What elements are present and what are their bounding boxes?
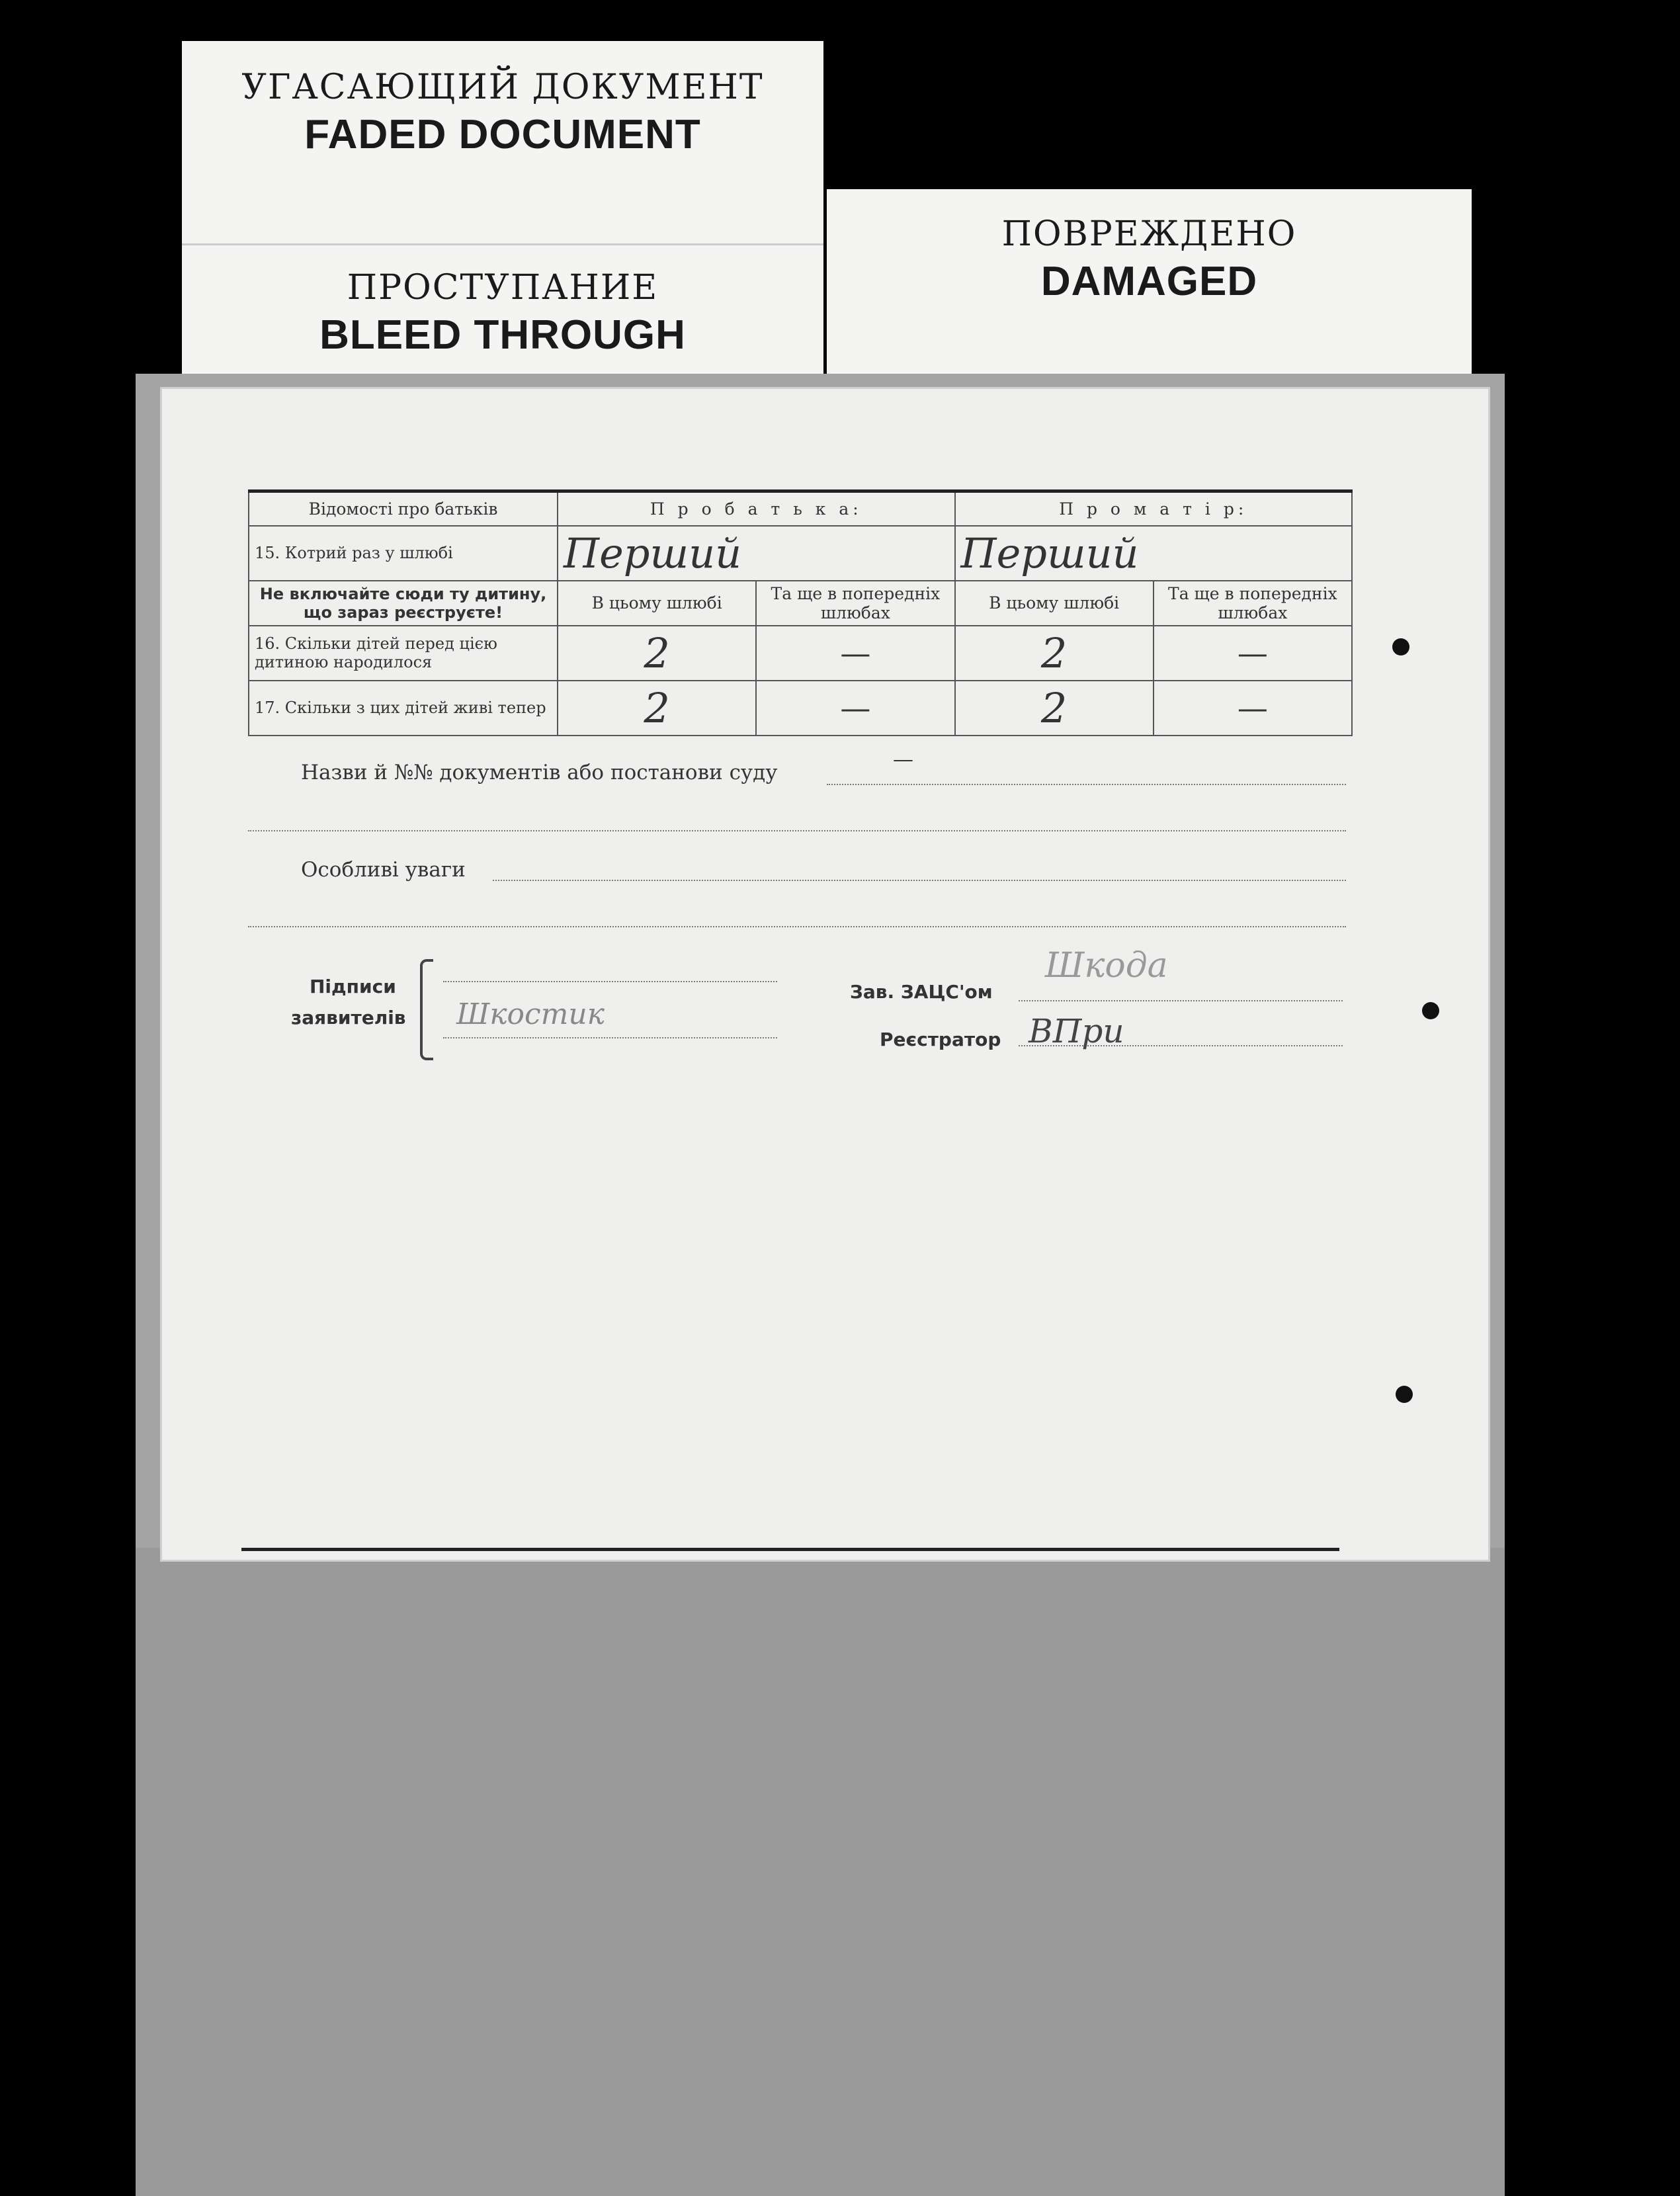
row16-label: 16. Скільки дітей перед цією дитиною народилося (249, 626, 558, 681)
bleed-through-card (182, 243, 823, 381)
binding-hole-2 (1422, 1002, 1439, 1019)
header-mother: П р о м а т і р: (955, 491, 1353, 526)
applicant-line-1 (443, 981, 777, 982)
row15-label: 15. Котрий раз у шлюбі (249, 526, 558, 581)
backing-board-lower (136, 1548, 1505, 2196)
binding-hole-3 (1396, 1386, 1413, 1403)
bottom-rule (241, 1548, 1339, 1551)
damaged-label-en: DAMAGED (1040, 259, 1258, 304)
faded-label-en: FADED DOCUMENT (304, 112, 701, 157)
head-signature: Шкода (1045, 946, 1168, 986)
row17-father-current: 2 (558, 681, 756, 736)
row16-mother-current: 2 (955, 626, 1154, 681)
damaged-card (827, 189, 1472, 381)
row16-father-previous: — (756, 626, 954, 681)
applicant-line-2 (443, 1037, 777, 1038)
row17-father-previous: — (756, 681, 954, 736)
row16-father-current: 2 (558, 626, 756, 681)
documents-line-2 (248, 830, 1346, 831)
applicants-bracket (420, 959, 433, 1060)
head-label: Зав. ЗАЦС'ом (850, 981, 993, 1003)
row17-label: 17. Скільки з цих дітей живі тепер (249, 681, 558, 736)
row17-mother-previous: — (1154, 681, 1352, 736)
parents-table (248, 489, 1353, 736)
applicant-signature: Шкостик (456, 997, 605, 1031)
header-father: П р о б а т ь к а: (558, 491, 954, 526)
documents-line (827, 784, 1346, 785)
parents-info-form (248, 489, 1353, 736)
faded-label-ru: УГАСАЮЩИЙ ДОКУМЕНТ (241, 67, 764, 107)
registrar-label: Реєстратор (880, 1029, 1001, 1050)
registrar-signature: ВПри (1029, 1012, 1124, 1050)
notes-line (493, 880, 1346, 881)
exclusion-note: Не включайте сюди ту дитину, що зараз реєструєте! (249, 581, 558, 626)
head-line (1019, 1000, 1343, 1001)
bleed-label-en: BLEED THROUGH (319, 312, 686, 358)
row16-mother-previous: — (1154, 626, 1352, 681)
header-col1: Відомості про батьків (249, 491, 558, 526)
applicants-label-1: Підписи (310, 976, 396, 997)
binding-hole-1 (1392, 638, 1409, 655)
notes-line-2 (248, 926, 1346, 927)
sub-father-previous: Та ще в попередніх шлюбах (756, 581, 954, 626)
row17-mother-current: 2 (955, 681, 1154, 736)
row15-mother: Перший (955, 526, 1353, 581)
faded-document-card (182, 41, 823, 259)
applicants-label-2: заявителів (291, 1007, 406, 1029)
sub-father-current: В цьому шлюбі (558, 581, 756, 626)
sub-mother-current: В цьому шлюбі (955, 581, 1154, 626)
documents-label: Назви й №№ документів або постанови суду (301, 761, 778, 784)
bleed-label-ru: ПРОСТУПАНИЕ (347, 268, 659, 308)
documents-value: — (893, 747, 913, 771)
damaged-label-ru: ПОВРЕЖДЕНО (1001, 214, 1297, 254)
row15-father: Перший (558, 526, 954, 581)
sub-mother-previous: Та ще в попередніх шлюбах (1154, 581, 1352, 626)
notes-label: Особливі уваги (301, 858, 466, 882)
